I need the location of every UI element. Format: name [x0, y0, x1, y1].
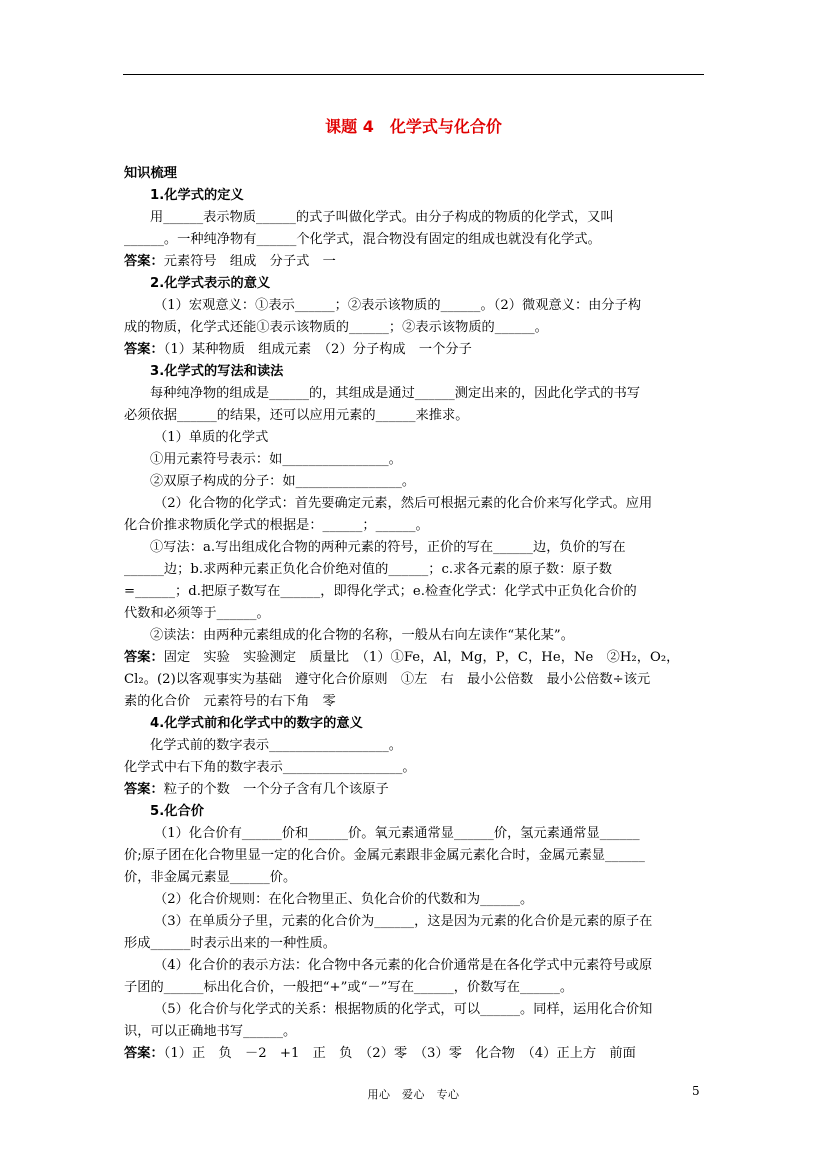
- line-text: ______。一种纯净物有______个化学式，混合物没有固定的组成也就没有化学式。: [124, 232, 601, 247]
- line-text: Cl₂。(2)以客观事实为基础 遵守化合价原则 ①左 右 最小公倍数 最小公倍数÷该元: [124, 672, 651, 687]
- answer-label: 答案：: [124, 254, 164, 269]
- subheading-line: [124, 273, 706, 295]
- text-line: [124, 845, 706, 867]
- text-line: [124, 405, 706, 427]
- line-text: （1）宏观意义：①表示______；②表示该物质的______。（2）微观意义：由分子构: [154, 298, 642, 313]
- text-line: [124, 559, 706, 581]
- text-line: [124, 911, 706, 933]
- answer-line: [124, 1043, 706, 1065]
- text-line: [124, 999, 706, 1021]
- line-text: 3.化学式的写法和读法: [150, 364, 284, 379]
- document-body: [124, 163, 706, 1065]
- line-text: 素的化合价 元素符号的右下角 零: [124, 694, 336, 709]
- line-text: 子团的______标出化合价，一般把“+”或“－”写在______，价数写在______。: [124, 980, 574, 995]
- line-text: ②双原子构成的分子：如________________。: [150, 474, 416, 489]
- text-line: [124, 977, 706, 999]
- answer-line: [124, 339, 706, 361]
- line-text: =______；d.把原子数写在______，即得化学式；e.检查化学式：化学式中正负化合价的: [124, 584, 637, 599]
- text-line: [124, 933, 706, 955]
- line-text: （1）单质的化学式: [154, 430, 269, 445]
- answer-label: 答案：: [124, 342, 164, 357]
- line-text: 价;原子团在化合物里显一定的化合价。金属元素跟非金属元素化合时，金属元素显______: [124, 848, 645, 863]
- line-text: 化学式中右下角的数字表示__________________。: [124, 760, 416, 775]
- line-text: 每种纯净物的组成是______的，其组成是通过______测定出来的，因此化学式的书写: [150, 386, 641, 401]
- text-line: [124, 669, 706, 691]
- page-title: 课题 4 化学式与化合价: [325, 117, 502, 136]
- line-text: （2）化合价规则：在化合物里正、负化合价的代数和为______。: [154, 892, 534, 907]
- line-text: 化学式前的数字表示__________________。: [150, 738, 402, 753]
- line-text: 1.化学式的定义: [150, 188, 244, 203]
- text-line: [124, 867, 706, 889]
- header-rule: [123, 74, 704, 75]
- text-line: [124, 383, 706, 405]
- line-text: 形成______时表示出来的一种性质。: [124, 936, 336, 951]
- answer-label: 答案：: [124, 650, 164, 665]
- text-line: [124, 427, 706, 449]
- text-line: [124, 603, 706, 625]
- text-line: [124, 493, 706, 515]
- content-lines: [124, 185, 706, 1065]
- line-text: 5.化合价: [150, 804, 204, 819]
- line-text: ①写法：a.写出组成化合物的两种元素的符号，正价的写在______边，负价的写在: [150, 540, 626, 555]
- line-text: 固定 实验 实验测定 质量比 （1）①Fe，Al，Mg，P，C，He，Ne ②H₂，O₂，: [163, 650, 680, 665]
- line-text: （3）在单质分子里，元素的化合价为______，这是因为元素的化合价是元素的原子在: [154, 914, 653, 929]
- text-line: [124, 317, 706, 339]
- answer-line: [124, 251, 706, 273]
- text-line: [124, 1021, 706, 1043]
- answer-label: 答案：: [124, 782, 164, 797]
- answer-line: [124, 779, 706, 801]
- subheading-line: [124, 801, 706, 823]
- page-number: 5: [692, 1084, 700, 1098]
- text-line: [124, 691, 706, 713]
- line-text: 化合价推求物质化学式的根据是：______；______。: [124, 518, 429, 533]
- text-line: [124, 625, 706, 647]
- line-text: 识，可以正确地书写______。: [124, 1024, 297, 1039]
- text-line: [124, 757, 706, 779]
- page-footer: 用心 爱心 专心: [367, 1088, 460, 1101]
- line-text: （1）化合价有______价和______价。氧元素通常显______价，氢元素通常显______: [154, 826, 640, 841]
- text-line: [124, 735, 706, 757]
- section-heading: 知识梳理: [124, 166, 177, 181]
- line-text: ①用元素符号表示：如________________。: [150, 452, 402, 467]
- subheading-line: [124, 361, 706, 383]
- line-text: 元素符号 组成 分子式 一: [163, 254, 336, 269]
- subheading-line: [124, 713, 706, 735]
- line-text: （4）化合价的表示方法：化合物中各元素的化合价通常是在各化学式中元素符号或原: [154, 958, 653, 973]
- line-text: 价，非金属元素显______价。: [124, 870, 297, 885]
- line-text: 成的物质，化学式还能①表示该物质的______；②表示该物质的______。: [124, 320, 548, 335]
- line-text: 代数和必须等于______。: [124, 606, 270, 621]
- line-text: 用______表示物质______的式子叫做化学式。由分子构成的物质的化学式，又叫: [150, 210, 614, 225]
- line-text: （2）化合物的化学式：首先要确定元素，然后可根据元素的化合价来写化学式。应用: [154, 496, 653, 511]
- line-text: 粒子的个数 一个分子含有几个该原子: [163, 782, 389, 797]
- text-line: [124, 955, 706, 977]
- line-text: ②读法：由两种元素组成的化合物的名称，一般从右向左读作“某化某”。: [150, 628, 574, 643]
- text-line: [124, 515, 706, 537]
- line-text: ______边；b.求两种元素正负化合价绝对值的______；c.求各元素的原子数：原子数: [124, 562, 613, 577]
- text-line: [124, 889, 706, 911]
- text-line: [124, 207, 706, 229]
- text-line: [124, 295, 706, 317]
- subheading-line: [124, 185, 706, 207]
- text-line: [124, 581, 706, 603]
- answer-line: [124, 647, 706, 669]
- line-text: 4.化学式前和化学式中的数字的意义: [150, 716, 363, 731]
- text-line: [124, 449, 706, 471]
- line-text: 2.化学式表示的意义: [150, 276, 271, 291]
- line-text: （5）化合价与化学式的关系：根据物质的化学式，可以______。同样，运用化合价知: [154, 1002, 653, 1017]
- line-text: （1）某种物质 组成元素 （2）分子构成 一个分子: [163, 342, 472, 357]
- line-text: （1）正 负 －2 +1 正 负 （2）零 （3）零 化合物 （4）正上方 前面: [163, 1046, 636, 1061]
- text-line: [124, 229, 706, 251]
- text-line: [124, 471, 706, 493]
- text-line: [124, 537, 706, 559]
- answer-label: 答案：: [124, 1046, 164, 1061]
- line-text: 必须依据______的结果，还可以应用元素的______来推求。: [124, 408, 469, 423]
- text-line: [124, 823, 706, 845]
